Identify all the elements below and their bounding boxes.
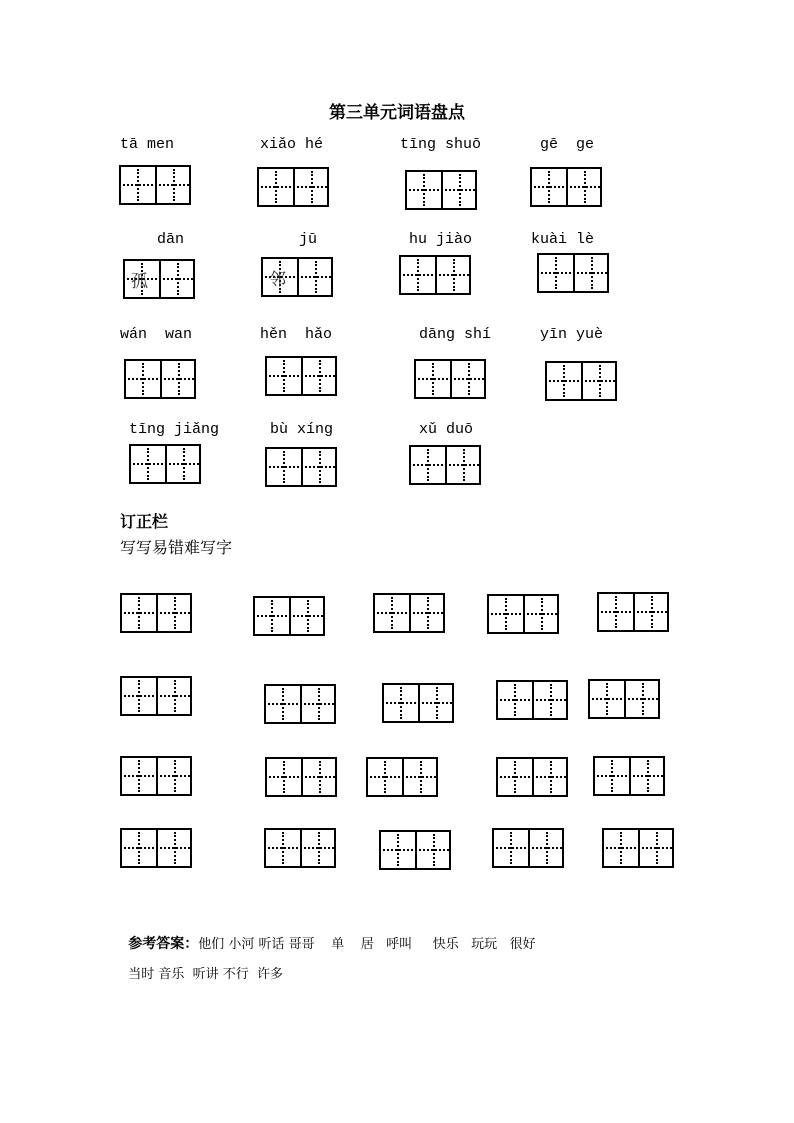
correction-box[interactable] [120, 756, 192, 796]
correction-box[interactable] [120, 593, 192, 633]
correction-box[interactable] [379, 830, 451, 870]
writing-box[interactable] [545, 361, 617, 401]
correction-box[interactable] [496, 757, 568, 797]
correction-box[interactable] [366, 757, 438, 797]
correction-box[interactable] [492, 828, 564, 868]
writing-box[interactable] [119, 165, 191, 205]
correction-box[interactable] [265, 757, 337, 797]
correction-box[interactable] [264, 828, 336, 868]
pinyin-label: dāng shí [419, 326, 492, 343]
correction-box[interactable] [602, 828, 674, 868]
writing-box[interactable] [124, 359, 196, 399]
writing-box[interactable] [530, 167, 602, 207]
answer-words: 当时 音乐 听讲 不行 许多 [128, 967, 284, 982]
pinyin-label: bù xíng [270, 421, 334, 438]
answer-line-2 [120, 948, 283, 982]
correction-box[interactable] [487, 594, 559, 634]
writing-box[interactable] [409, 445, 481, 485]
pinyin-label: gē ge [540, 136, 595, 153]
pinyin-label: xiǎo hé [260, 136, 324, 153]
pinyin-label: tīng jiǎng [129, 421, 220, 438]
pinyin-label: jū [299, 231, 318, 248]
correction-box[interactable] [120, 676, 192, 716]
pinyin-label: tīng shuō [400, 136, 482, 153]
pinyin-label: hu jiào [409, 231, 473, 248]
writing-box[interactable] [265, 356, 337, 396]
writing-box[interactable] [257, 167, 329, 207]
correction-title: 订正栏 [120, 512, 169, 531]
page-title: 第三单元词语盘点 [329, 103, 465, 123]
writing-box[interactable] [261, 257, 333, 297]
correction-box[interactable] [588, 679, 660, 719]
writing-box[interactable] [414, 359, 486, 399]
writing-box[interactable] [123, 259, 195, 299]
writing-box[interactable] [265, 447, 337, 487]
writing-box[interactable] [129, 444, 201, 484]
correction-box[interactable] [496, 680, 568, 720]
pinyin-label: kuài lè [531, 231, 595, 248]
pinyin-label: tā men [120, 136, 175, 153]
correction-box[interactable] [264, 684, 336, 724]
writing-box[interactable] [399, 255, 471, 295]
answer-words: 他们 小河 听话 哥哥 单 居 呼叫 快乐 玩玩 很好 [198, 937, 536, 952]
pinyin-label: yīn yuè [540, 326, 604, 343]
prefilled-character: 孤 [131, 272, 148, 292]
correction-subtitle: 写写易错难写字 [120, 538, 233, 557]
pinyin-label: dān [157, 231, 185, 248]
pinyin-label: xǔ duō [419, 421, 474, 438]
writing-box[interactable] [537, 253, 609, 293]
prefilled-character: 邻 [269, 270, 286, 290]
correction-box[interactable] [120, 828, 192, 868]
answer-label: 参考答案： [128, 936, 199, 952]
pinyin-label: hěn hǎo [260, 326, 333, 343]
correction-box[interactable] [593, 756, 665, 796]
correction-box[interactable] [597, 592, 669, 632]
pinyin-label: wán wan [120, 326, 193, 343]
writing-box[interactable] [405, 170, 477, 210]
correction-box[interactable] [253, 596, 325, 636]
correction-box[interactable] [373, 593, 445, 633]
correction-box[interactable] [382, 683, 454, 723]
